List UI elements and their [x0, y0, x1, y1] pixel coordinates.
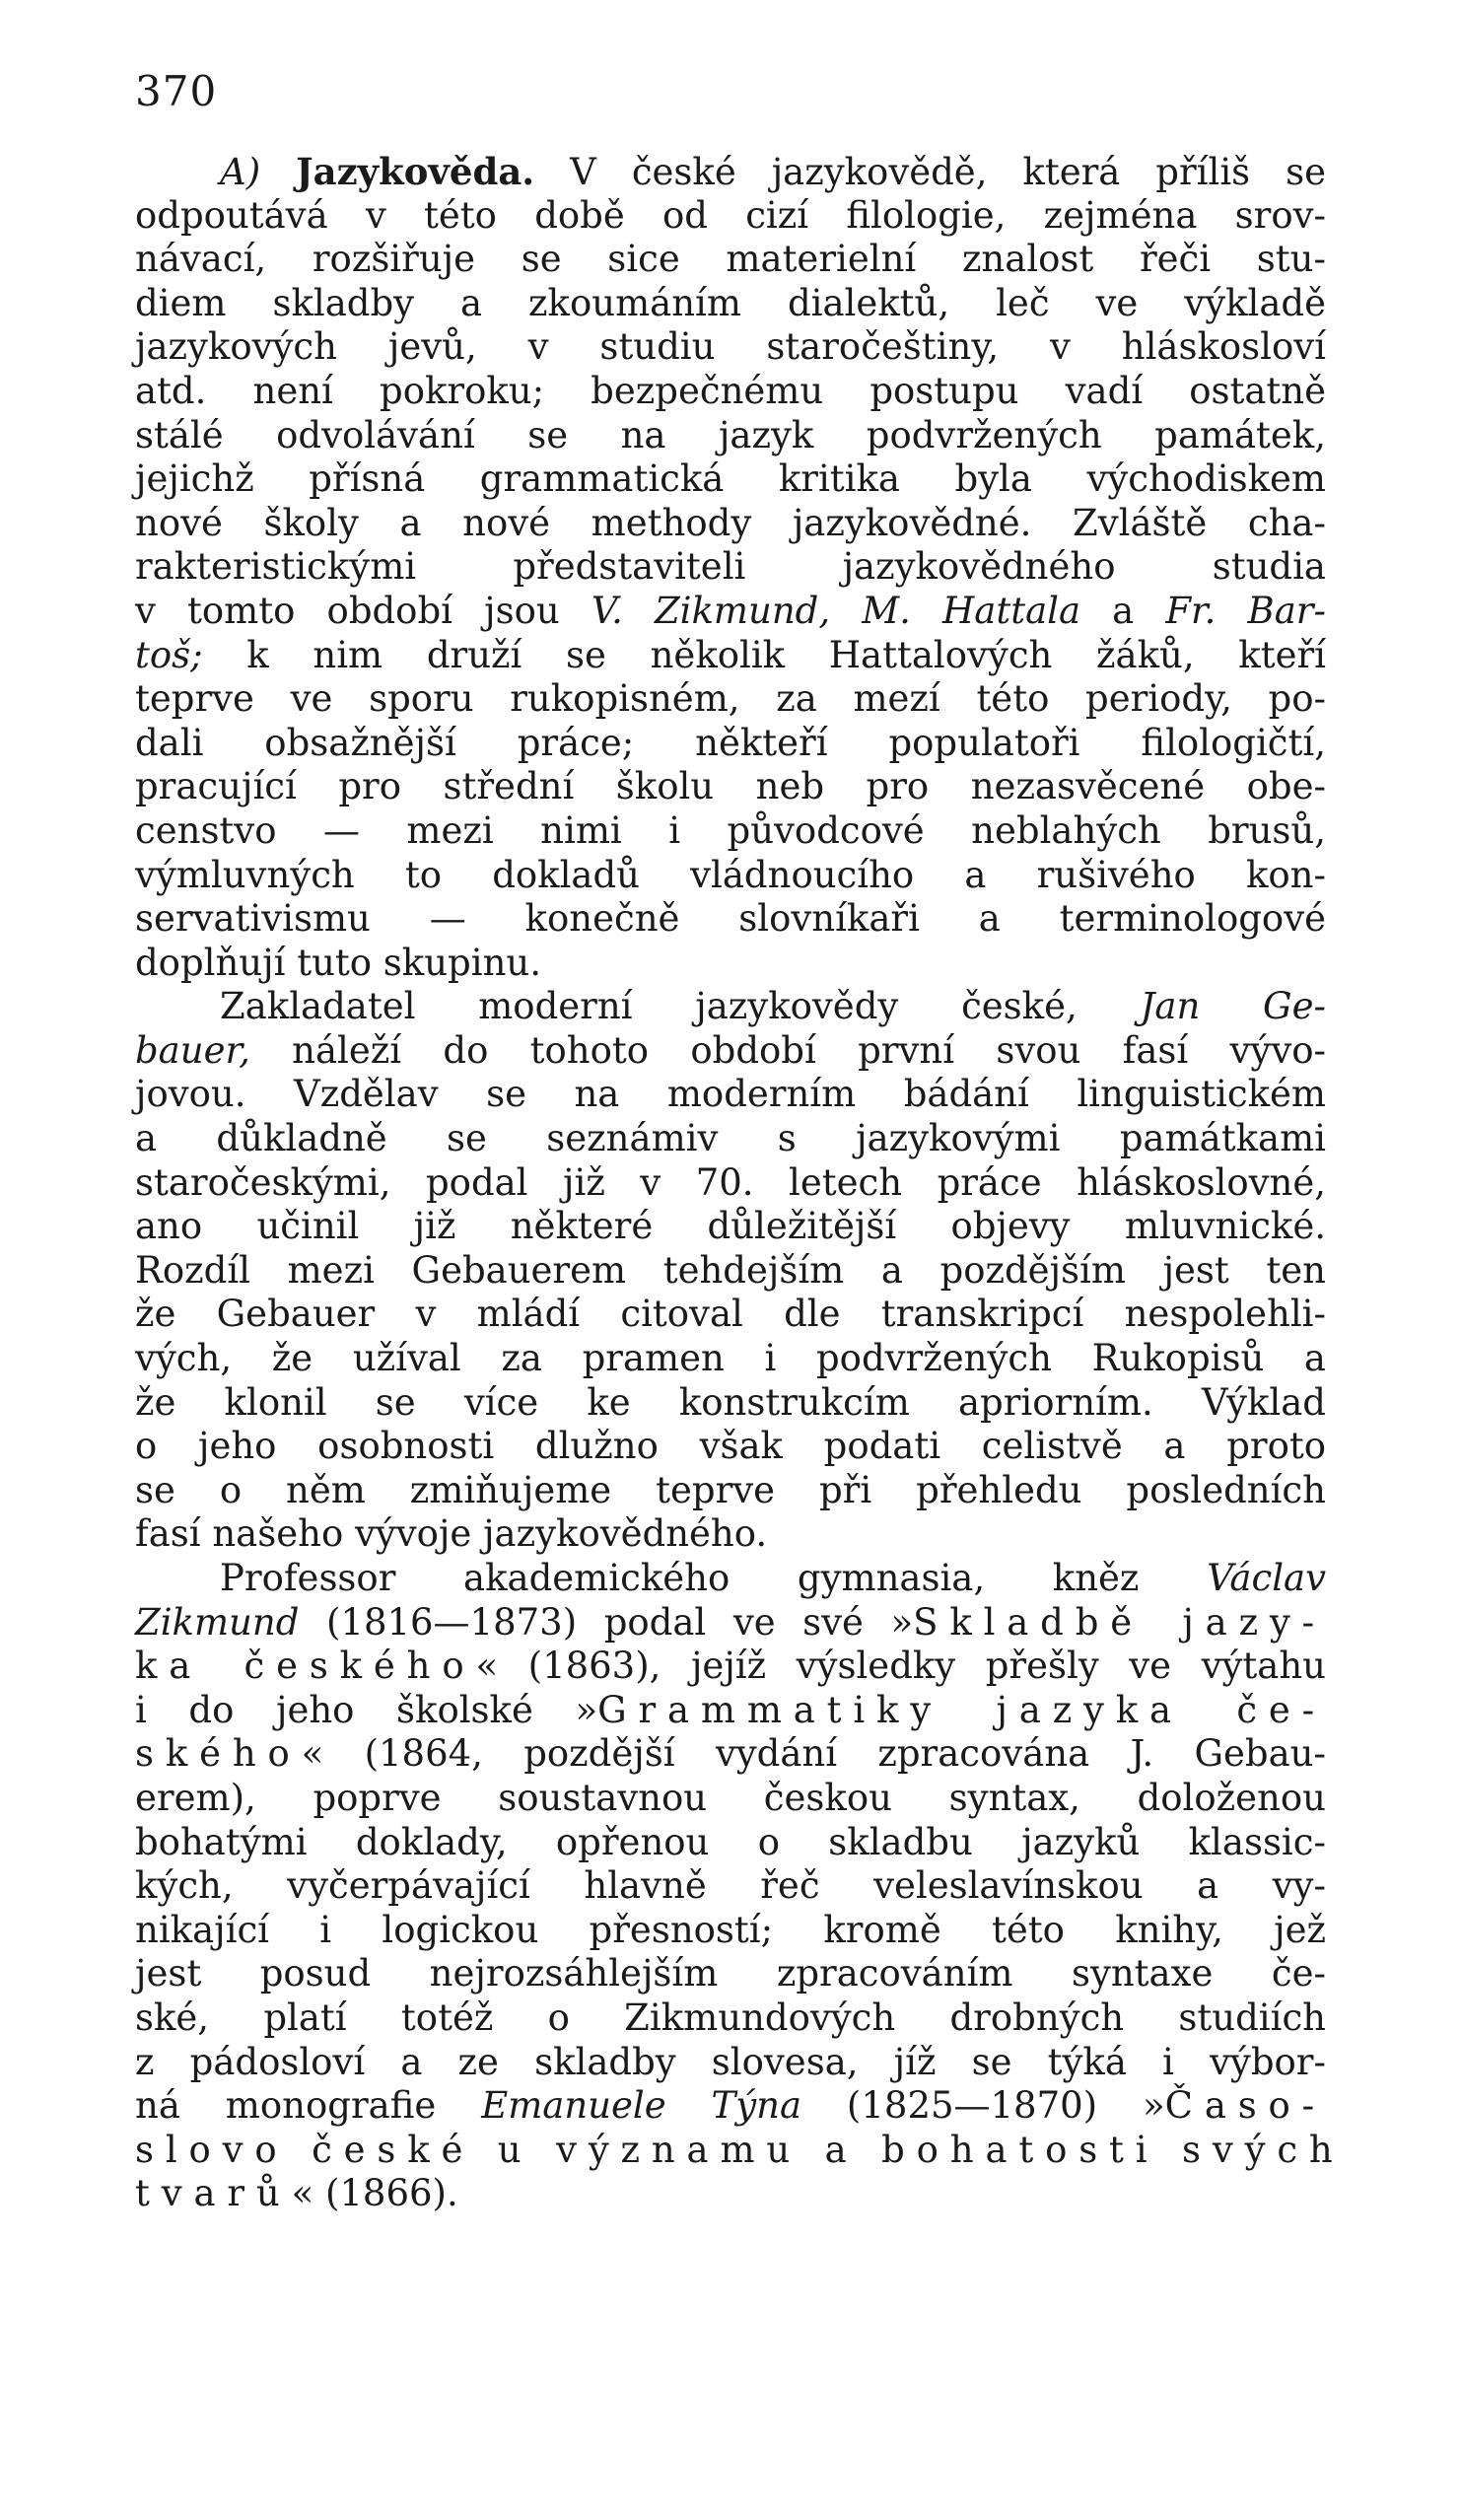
text-line — [135, 809, 1326, 854]
text-segment: výmluvných to dokladů vládnoucího a rušivého kon- — [135, 853, 1326, 896]
text-segment: i do jeho školské » — [135, 1688, 598, 1731]
text-segment: jest posud nejrozsáhlejším zpracováním syntaxe če- — [135, 1952, 1326, 1995]
text-line — [135, 1249, 1326, 1294]
text-line — [135, 2172, 1326, 2216]
text-segment: Jazykověda. — [296, 150, 535, 193]
text-segment: fasí našeho vývoje jazykovědného. — [135, 1512, 768, 1556]
text-segment: Rozdíl mezi Gebauerem tehdejším a pozdějším jest ten — [135, 1248, 1326, 1292]
text-segment: tvarů — [135, 2172, 292, 2215]
text-segment: náleží do tohoto období první svou fasí vývo- — [249, 1028, 1326, 1072]
text-line — [135, 1996, 1326, 2041]
text-line — [135, 545, 1326, 590]
text-line — [135, 1732, 1326, 1777]
text-line — [135, 414, 1326, 458]
text-line — [135, 1645, 1326, 1689]
text-segment: jovou. Vzdělav se na moderním bádání linguistickém — [135, 1073, 1326, 1116]
text-segment: « (1864, pozdější vydání zpracována J. Gebau- — [301, 1732, 1326, 1776]
text-segment: servativismu — konečně slovníkaři a terminologové — [135, 897, 1326, 941]
text-line — [135, 502, 1326, 546]
text-line — [135, 1161, 1326, 1206]
text-line — [135, 1293, 1326, 1337]
text-segment: a — [1080, 589, 1166, 632]
text-segment: nikající i logickou přesností; kromě této knihy, jež — [135, 1908, 1326, 1951]
text-line — [135, 457, 1326, 502]
text-line — [135, 590, 1326, 634]
text-segment: (1816—1873) podal ve své » — [299, 1600, 914, 1644]
text-segment: o jeho osobnosti dlužno však podati celistvě a proto — [135, 1425, 1326, 1468]
text-segment: Časo- — [1164, 2084, 1327, 2128]
text-line — [135, 194, 1326, 239]
text-segment: ná monografie — [135, 2084, 482, 2128]
text-line — [135, 1073, 1326, 1117]
text-line — [135, 282, 1326, 326]
text-line — [135, 150, 1326, 194]
text-line — [135, 765, 1326, 809]
text-segment: dali obsažnější práce; někteří populatoři filologičtí, — [135, 721, 1326, 764]
text-segment: ské, platí totéž o Zikmundových drobných studiích — [135, 1995, 1326, 2039]
text-line — [135, 854, 1326, 898]
text-line — [135, 1381, 1326, 1426]
text-segment: diem skladby a zkoumáním dialektů, leč ve výkladě — [135, 281, 1326, 324]
text-segment: z pádosloví a ze skladby slovesa, jíž se týká i výbor- — [135, 2040, 1326, 2083]
text-line — [135, 238, 1326, 282]
text-line — [135, 1337, 1326, 1381]
text-segment: Emanuele Týna — [481, 2084, 802, 2128]
text-line — [135, 1952, 1326, 1996]
text-line — [135, 1777, 1326, 1821]
text-line — [135, 370, 1326, 414]
text-segment: Skladbě jazy- — [913, 1600, 1326, 1644]
text-segment: ano učinil již některé důležitější objevy mluvnické. — [135, 1205, 1326, 1248]
text-segment: bauer, — [135, 1028, 250, 1072]
text-line — [135, 2041, 1326, 2085]
text-segment: jazykových jevů, v studiu staročeštiny, v hláskosloví — [135, 325, 1326, 369]
text-segment: jejichž přísná grammatická kritika byla východiskem — [135, 457, 1326, 501]
text-segment: odpoutává v této době od cizí filologie, zejména srov- — [135, 193, 1326, 237]
text-segment: pracující pro střední školu neb pro nezasvěcené obe- — [135, 765, 1326, 808]
text-line — [135, 2084, 1326, 2129]
text-segment: Václav — [1207, 1557, 1326, 1599]
text-segment: k nim druží se několik Hattalových žáků, kteří — [202, 633, 1326, 676]
text-segment: Grammatiky jazyka če- — [597, 1688, 1326, 1731]
text-segment: (1825—1870) » — [801, 2084, 1165, 2128]
page-number: 370 — [135, 67, 218, 115]
text-segment: A) — [220, 151, 297, 193]
text-segment: Professor akademického gymnasia, kněz — [220, 1557, 1208, 1599]
text-line — [135, 1512, 1326, 1557]
text-line — [135, 1557, 1326, 1601]
text-segment: stálé odvolávání se na jazyk podvržených památek, — [135, 413, 1326, 456]
text-line — [135, 325, 1326, 370]
text-segment: staročeskými, podal již v 70. letech práce hláskoslovné, — [135, 1160, 1326, 1204]
text-segment: se o něm zmiňujeme teprve při přehledu posledních — [135, 1468, 1326, 1511]
text-line — [135, 1029, 1326, 1074]
text-segment: teprve ve sporu rukopisném, za mezí této periody, po- — [135, 677, 1326, 721]
text-line — [135, 634, 1326, 678]
text-line — [135, 1117, 1326, 1161]
text-segment: Jan Ge- — [1140, 985, 1327, 1028]
text-segment: a důkladně se seznámiv s jazykovými památkami — [135, 1117, 1326, 1160]
text-segment: ského — [135, 1732, 302, 1776]
text-segment: kých, vyčerpávající hlavně řeč veleslavínskou a vy- — [135, 1864, 1326, 1908]
text-line — [135, 1821, 1326, 1865]
text-segment: v tomto období jsou — [135, 589, 591, 632]
text-segment: « (1866). — [291, 2172, 458, 2215]
text-segment: V české jazykovědě, která příliš se — [534, 151, 1326, 193]
text-segment: censtvo — mezi nimi i původcové neblahých brusů, — [135, 808, 1326, 852]
text-segment: nové školy a nové methody jazykovědné. Zvláště cha- — [135, 501, 1326, 544]
text-segment: erem), poprve soustavnou českou syntax, doloženou — [135, 1776, 1326, 1819]
text-segment: doplňují tuto skupinu. — [135, 941, 541, 984]
text-segment: Zikmund — [135, 1600, 300, 1644]
text-line — [135, 1909, 1326, 1953]
text-segment: atd. není pokroku; bezpečnému postupu vadí ostatně — [135, 369, 1326, 412]
text-segment: bohatými doklady, opřenou o skladbu jazyků klassic- — [135, 1820, 1326, 1863]
text-segment: ka českého — [135, 1645, 476, 1688]
text-line — [135, 722, 1326, 766]
text-line — [135, 1601, 1326, 1645]
text-segment: Fr. Bar- — [1165, 589, 1326, 632]
text-segment: V. Zikmund, M. Hattala — [591, 589, 1081, 632]
text-line — [135, 942, 1326, 986]
text-line — [135, 897, 1326, 942]
text-segment: rakteristickými představiteli jazykovědného studia — [135, 545, 1326, 589]
text-segment: slovo české u významu a bohatosti svých — [135, 2128, 1345, 2171]
text-line — [135, 1205, 1326, 1249]
text-line — [135, 985, 1326, 1029]
text-line — [135, 1864, 1326, 1909]
text-line — [135, 2128, 1345, 2173]
text-segment: toš; — [135, 633, 203, 676]
text-segment: vých, že užíval za pramen i podvržených Rukopisů a — [135, 1337, 1326, 1380]
text-line — [135, 1689, 1326, 1733]
text-segment: Zakladatel moderní jazykovědy české, — [220, 985, 1141, 1028]
text-line — [135, 1469, 1326, 1513]
text-segment: návací, rozšiřuje se sice materielní znalost řeči stu- — [135, 238, 1326, 281]
text-line — [135, 677, 1326, 722]
text-line — [135, 1425, 1326, 1469]
page-text — [135, 150, 1345, 2216]
text-segment: že Gebauer v mládí citoval dle transkripcí nespolehli- — [135, 1293, 1326, 1336]
text-segment: « (1863), jejíž výsledky přešly ve výtahu — [475, 1645, 1326, 1688]
text-segment: že klonil se více ke konstrukcím apriorním. Výklad — [135, 1380, 1326, 1424]
